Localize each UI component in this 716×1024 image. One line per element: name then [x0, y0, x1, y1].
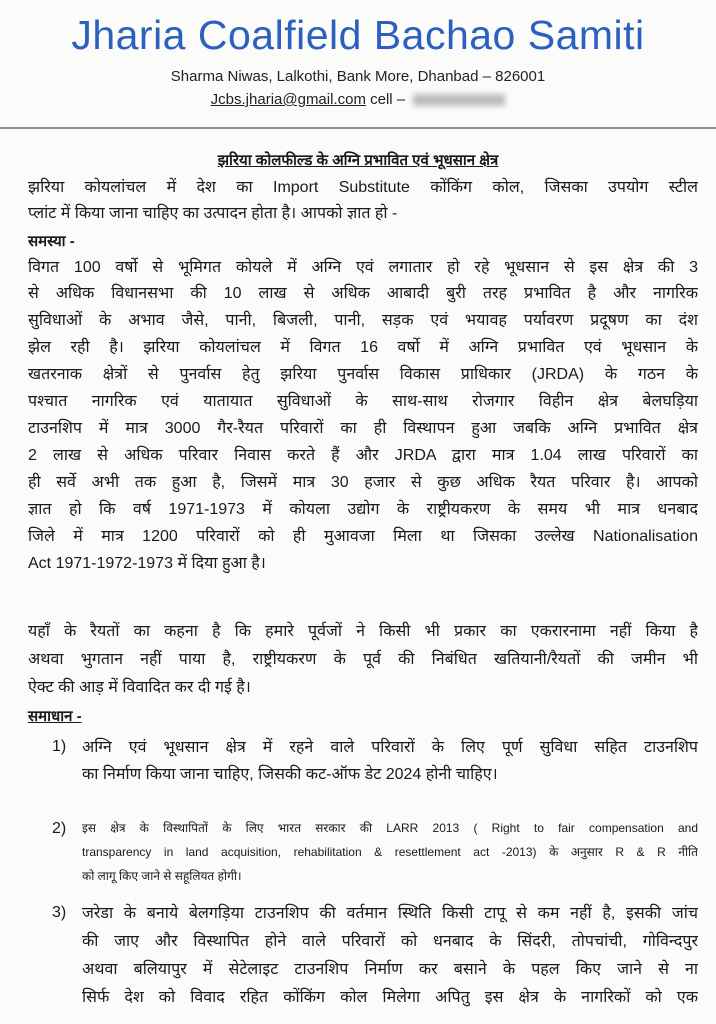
intro-line: झरिया कोयलांचल में देश का Import Substitute कोंकिंग कोल, जिसका उपयोग स्टील: [28, 179, 698, 196]
problem-line: जिले में मात्र 1200 परिवारों को ही मुआवजा मिला था जिसका उल्लेख Nationalisation: [28, 528, 698, 545]
solution-number: 1): [52, 738, 67, 755]
solution-line: को लागू किए जाने से सहूलियत होगी।: [82, 869, 242, 883]
problem-line: ही सर्वे अभी तक हुआ है, जिसमें मात्र 30 हजार से कुछ अधिक रैयत परिवार है। आपको: [28, 474, 698, 491]
cell-label: cell –: [370, 91, 406, 108]
contact-line: [0, 91, 716, 108]
solution-line: transparency in land acquisition, rehabilitation & resettlement act -2013) के अनुसार R & R नीति: [82, 845, 698, 859]
problem-line: सुविधाओं के अभाव जैसे, पानी, बिजली, पानी, सड़क एवं भयावह पर्यावरण प्रदूषण का दंश: [28, 312, 698, 329]
solution-line: की जाए और विस्थापित होने वाले परिवारों को धनबाद के सिंदरी, तोपचांची, गोविन्दपुर: [82, 933, 698, 950]
solution-line: का निर्माण किया जाना चाहिए, जिसकी कट-ऑफ डेट 2024 होनी चाहिए।: [82, 766, 498, 783]
raiyat-line: यहाँ के रैयतों का कहना है कि हमारे पूर्वजों ने किसी भी प्रकार का एकरारनामा नहीं किया है: [28, 623, 698, 640]
raiyat-line: ऐक्ट की आड़ में विवादित कर दी गई है।: [28, 679, 251, 696]
problem-line: झेल रही है। झरिया कोयलांचल में विगत 16 वर्षो में अग्नि प्रभावित एवं भूधसान के: [28, 339, 698, 356]
solution-line: सिर्फ देश को विवाद रहित कोंकिंग कोल मिलेगा अपितु इस क्षेत्र के नागरिकों को एक: [82, 989, 698, 1006]
problem-line: से अधिक विधानसभा की 10 लाख से अधिक आबादी बुरी तरह प्रभावित है और नागरिक: [28, 285, 698, 302]
problem-line: खतरनाक क्षेत्रों से पुनर्वास हेतु झरिया पुनर्वास विकास प्राधिकार (JRDA) के गठन के: [28, 366, 698, 383]
solution-label: समाधान -: [28, 708, 82, 725]
solution-number: 2): [52, 820, 67, 837]
problem-line: टाउनशिप में मात्र 3000 गैर-रैयत परिवारों का ही विस्थापन हुआ जबकि अग्नि प्रभावित क्षेत्र: [28, 420, 698, 437]
address: Sharma Niwas, Lalkothi, Bank More, Dhanbad – 826001: [170, 68, 546, 85]
raiyat-line: अथवा भुगतान नहीं पाया है, राष्ट्रीयकरण के पूर्व की निबंधित खतियानी/रैयतों की जमीन भी: [28, 651, 698, 668]
intro-line: प्लांट में किया जाना चाहिए का उत्पादन होता है। आपको ज्ञात हो -: [28, 205, 398, 222]
organization-title: Jharia Coalfield Bachao Samiti: [71, 12, 645, 58]
solution-line: जरेडा के बनाये बेलगड़िया टाउनशिप की वर्तमान स्थिति किसी टापू से कम नहीं है, इसकी जांच: [82, 905, 698, 922]
solution-line: अग्नि एवं भूधसान क्षेत्र में रहने वाले परिवारों के लिए पूर्ण सुविधा सहित टाउनशिप: [82, 739, 698, 756]
solution-line: इस क्षेत्र के विस्थापितों के लिए भारत सरकार की LARR 2013 ( Right to fair compensation and: [82, 821, 698, 835]
problem-line: विगत 100 वर्षो से भूमिगत कोयले में अग्नि एवं लगातार हो रहे भूधसान से इस क्षेत्र की 3: [28, 259, 698, 276]
problem-line: ज्ञात हो कि वर्ष 1971-1973 में कोयला उद्योग के राष्ट्रीयकरण के समय भी मात्र धनबाद: [28, 501, 698, 518]
document-heading: झरिया कोलफील्ड के अग्नि प्रभावित एवं भूधसान क्षेत्र: [217, 152, 499, 169]
redacted-phone-number: [413, 94, 505, 106]
problem-label: समस्या -: [28, 233, 75, 250]
problem-line: पश्चात नागरिक एवं यातायात सुविधाओं के साथ-साथ रोजगार विहीन क्षेत्र बेलघड़िया: [28, 393, 698, 410]
email-link[interactable]: Jcbs.jharia@gmail.com: [210, 91, 366, 108]
solution-number: 3): [52, 904, 67, 921]
solution-line: अथवा बलियापुर में सेटेलाइट टाउनशिप निर्माण कर बसाने के पहल किए जाने से ना: [82, 961, 698, 978]
problem-line: Act 1971-1972-1973 में दिया हुआ है।: [28, 555, 266, 572]
letterhead-divider: [0, 127, 716, 129]
problem-line: 2 लाख से अधिक परिवार निवास करते हैं और JRDA द्वारा मात्र 1.04 लाख परिवारों का: [28, 447, 698, 464]
